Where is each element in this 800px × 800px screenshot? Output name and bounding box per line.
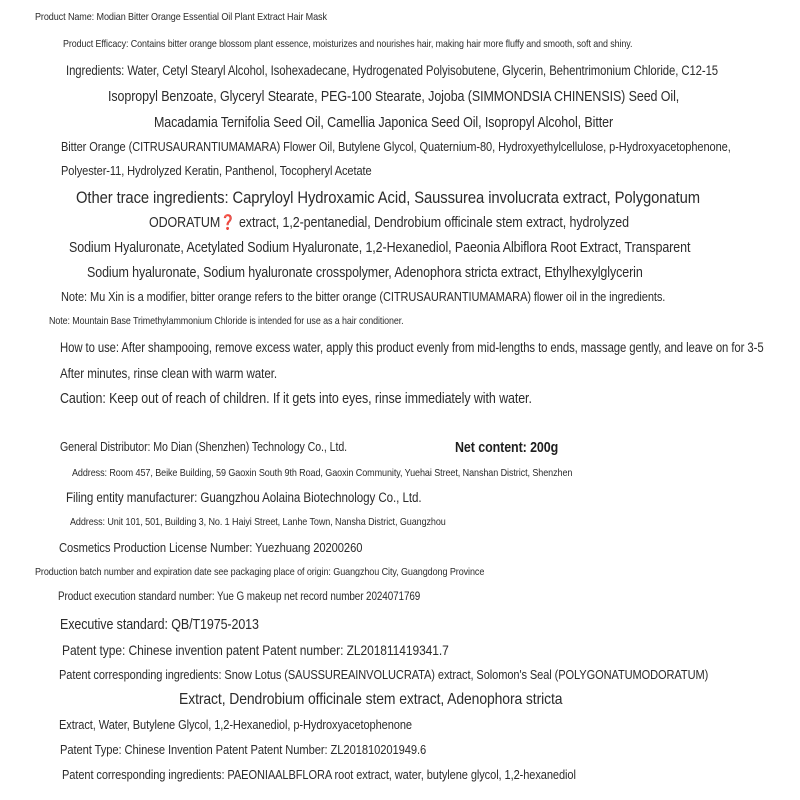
- product-name-line: Product Name: Modian Bitter Orange Essential Oil Plant Extract Hair Mask: [35, 11, 327, 23]
- ingredients-line-1: Ingredients: Water, Cetyl Stearyl Alcohol, Isohexadecane, Hydrogenated Polyisobutene, Glycerin, Behentrimonium Chloride, C12-15: [66, 63, 719, 78]
- ingredients-line-2: Isopropyl Benzoate, Glyceryl Stearate, PEG-100 Stearate, Jojoba (SIMMONDSIA CHINENSIS) Seed Oil,: [108, 89, 680, 105]
- net-content: Net content: 200g: [455, 440, 559, 456]
- note-mu-xin: Note: Mu Xin is a modifier, bitter orange refers to the bitter orange (CITRUSAURANTIUMAMARA) flower oil in the ingredients.: [61, 289, 666, 304]
- note-conditioner: Note: Mountain Base Trimethylammonium Chloride is intended for use as a hair conditioner.: [49, 315, 404, 327]
- production-license: Cosmetics Production License Number: Yuezhuang 20200260: [59, 540, 363, 555]
- ingredients-line-4: Bitter Orange (CITRUSAURANTIUMAMARA) Flower Oil, Butylene Glycol, Quaternium-80, Hydroxyethylcellulose, p-Hydroxyacetophenone,: [61, 139, 731, 154]
- trace-ingredients-line-2: ODORATUM❓ extract, 1,2-pentanedial, Dendrobium officinale stem extract, hydrolyzed: [149, 215, 630, 231]
- filing-manufacturer: Filing entity manufacturer: Guangzhou Aolaina Biotechnology Co., Ltd.: [66, 490, 422, 505]
- patent-ingredients-1-cont-a: Extract, Dendrobium officinale stem extract, Adenophora stricta: [179, 691, 563, 708]
- caution-line: Caution: Keep out of reach of children. If it gets into eyes, rinse immediately with water.: [60, 391, 532, 407]
- ingredients-line-3: Macadamia Ternifolia Seed Oil, Camellia Japonica Seed Oil, Isopropyl Alcohol, Bitter: [154, 115, 614, 131]
- ingredients-line-5: Polyester-11, Hydrolyzed Keratin, Panthenol, Tocopheryl Acetate: [61, 163, 372, 178]
- executive-standard: Executive standard: QB/T1975-2013: [60, 617, 259, 633]
- patent-ingredients-1: Patent corresponding ingredients: Snow Lotus (SAUSSUREAINVOLUCRATA) extract, Solomon's Seal (POLYGONATUMODORATUM): [59, 667, 709, 682]
- manufacturer-address: Address: Unit 101, 501, Building 3, No. 1 Haiyi Street, Lanhe Town, Nansha District, Guangzhou: [70, 516, 446, 528]
- distributor-address: Address: Room 457, Beike Building, 59 Gaoxin South 9th Road, Gaoxin Community, Yuehai Street, Nanshan District, Shenzhen: [72, 467, 573, 479]
- how-to-use-line-2: After minutes, rinse clean with warm water.: [60, 366, 277, 381]
- execution-standard-number: Product execution standard number: Yue G makeup net record number 2024071769: [58, 591, 421, 603]
- how-to-use-line-1: How to use: After shampooing, remove excess water, apply this product evenly from mid-lengths to ends, massage gently, and leave on for 3-5: [60, 340, 764, 355]
- general-distributor: General Distributor: Mo Dian (Shenzhen) Technology Co., Ltd.: [60, 440, 348, 454]
- patent-type-2: Patent Type: Chinese Invention Patent Patent Number: ZL201810201949.6: [60, 742, 427, 757]
- patent-type-1: Patent type: Chinese invention patent Patent number: ZL201811419341.7: [62, 642, 449, 658]
- batch-origin-line: Production batch number and expiration date see packaging place of origin: Guangzhou City, Guangdong Province: [35, 566, 485, 578]
- product-efficacy-line: Product Efficacy: Contains bitter orange blossom plant essence, moisturizes and nourishes hair, making hair more fluffy and smooth, soft and shiny.: [63, 38, 633, 50]
- patent-ingredients-1-cont-b: Extract, Water, Butylene Glycol, 1,2-Hexanediol, p-Hydroxyacetophenone: [59, 717, 412, 732]
- trace-ingredients-line-4: Sodium hyaluronate, Sodium hyaluronate crosspolymer, Adenophora stricta extract, Ethylhexylglycerin: [87, 265, 643, 281]
- patent-ingredients-2: Patent corresponding ingredients: PAEONIAALBFLORA root extract, water, butylene glycol, 1,2-hexanediol: [62, 767, 576, 782]
- trace-ingredients-line-1: Other trace ingredients: Capryloyl Hydroxamic Acid, Saussurea involucrata extract, Polygonatum: [76, 188, 700, 207]
- trace-ingredients-line-3: Sodium Hyaluronate, Acetylated Sodium Hyaluronate, 1,2-Hexanediol, Paeonia Albiflora Root Extract, Transparent: [69, 240, 691, 256]
